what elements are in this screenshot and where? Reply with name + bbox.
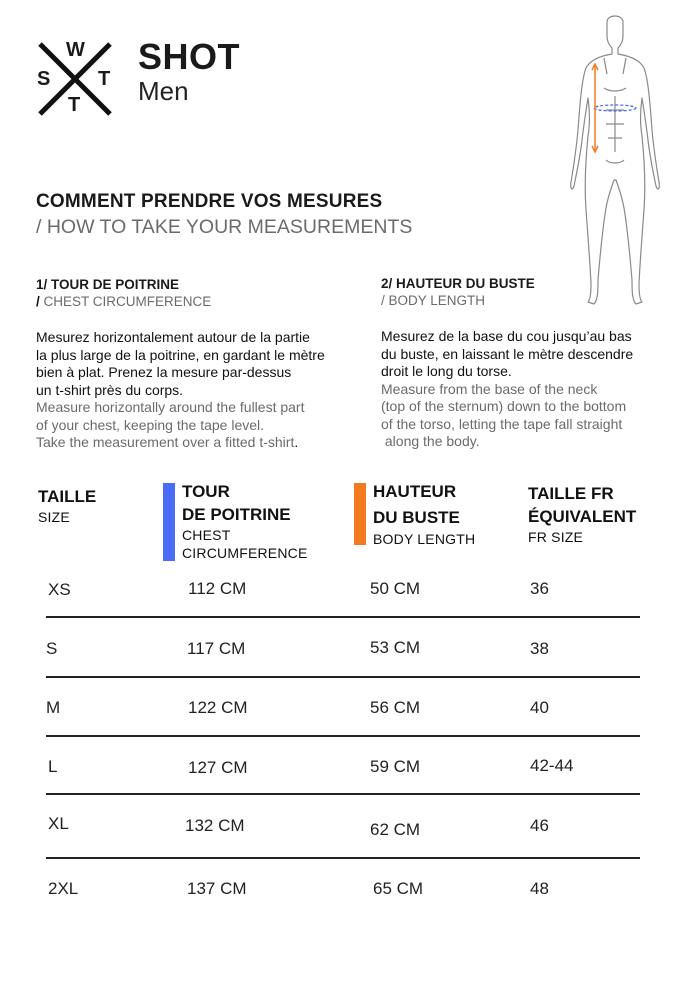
- section-chest-description: Mesurez horizontalement autour de la partie la plus large de la poitrine, en gardant le mètre bien à plat. Prenez la mesure par-dessus un t-shirt près du corps. Measure horizontally around the fullest part of your chest, keeping the tape level. Take the measurement over a fitted t-shirt.: [36, 329, 325, 450]
- column-header-chest: TOUR DE POITRINE CHEST CIRCUMFERENCE: [182, 482, 308, 561]
- table-cell-chest: 137 CM: [187, 879, 247, 898]
- table-cell-fr-size: 38: [530, 639, 549, 658]
- table-cell-size: S: [46, 639, 58, 658]
- page-title: COMMENT PRENDRE VOS MESURES: [36, 191, 383, 212]
- table-cell-chest: 117 CM: [187, 639, 246, 658]
- section-body-length: [381, 276, 535, 308]
- table-cell-fr-size: 40: [530, 698, 549, 717]
- section-body-length-description: Mesurez de la base du cou jusqu’au bas du buste, en laissant le mètre descendre droit le long du torse. Measure from the base of the neck (top of the sternum) down to the bottom of the torso, letting the tape fall straight along the body.: [381, 328, 634, 449]
- table-cell-length: 62 CM: [370, 820, 421, 839]
- section-chest: [36, 277, 211, 309]
- logo-letter-w: W: [66, 39, 85, 61]
- table-cell-size: XL: [48, 814, 69, 833]
- row-divider: [46, 793, 640, 795]
- row-divider: [46, 616, 640, 618]
- table-cell-length: 53 CM: [370, 638, 421, 657]
- chest-color-bar: [163, 483, 175, 561]
- table-cell-size: 2XL: [48, 879, 79, 898]
- brand-title: SHOT: [138, 36, 241, 77]
- table-cell-chest: 127 CM: [188, 758, 248, 777]
- body-length-color-bar: [354, 483, 366, 545]
- section-title: 2/ HAUTEUR DU BUSTE: [381, 276, 535, 291]
- table-cell-fr-size: 46: [530, 816, 549, 835]
- column-header-fr-size: TAILLE FR ÉQUIVALENT FR SIZE: [528, 484, 637, 545]
- logo-letter-s: S: [37, 68, 51, 90]
- measurement-markers: [560, 12, 670, 312]
- column-header-size: TAILLE SIZE: [38, 487, 97, 525]
- table-cell-size: XS: [48, 580, 71, 599]
- body-measurement-figure: [560, 12, 670, 312]
- section-subtitle: / BODY LENGTH: [381, 293, 486, 308]
- table-cell-length: 50 CM: [370, 579, 421, 598]
- table-cell-fr-size: 42-44: [530, 756, 574, 775]
- row-divider: [46, 735, 640, 737]
- row-divider: [46, 857, 640, 859]
- table-cell-chest: 122 CM: [188, 698, 248, 717]
- table-cell-length: 59 CM: [370, 757, 421, 776]
- logo-letter-t-right: T: [98, 68, 111, 90]
- brand-subtitle: Men: [138, 76, 189, 106]
- table-cell-fr-size: 36: [530, 579, 549, 598]
- row-divider: [46, 676, 640, 678]
- page-subtitle: / HOW TO TAKE YOUR MEASUREMENTS: [36, 216, 413, 238]
- table-cell-size: M: [46, 698, 61, 717]
- table-cell-chest: 112 CM: [188, 579, 247, 598]
- section-subtitle: / CHEST CIRCUMFERENCE: [36, 294, 212, 309]
- brand-logo: [36, 40, 114, 118]
- column-header-body-length: HAUTEUR DU BUSTE BODY LENGTH: [373, 482, 476, 547]
- table-cell-size: L: [48, 757, 58, 776]
- section-title: 1/ TOUR DE POITRINE: [36, 277, 180, 292]
- table-cell-chest: 132 CM: [185, 816, 245, 835]
- logo-letter-t-bottom: T: [68, 94, 81, 116]
- table-cell-length: 56 CM: [370, 698, 421, 717]
- table-cell-fr-size: 48: [530, 879, 549, 898]
- table-cell-length: 65 CM: [373, 879, 424, 898]
